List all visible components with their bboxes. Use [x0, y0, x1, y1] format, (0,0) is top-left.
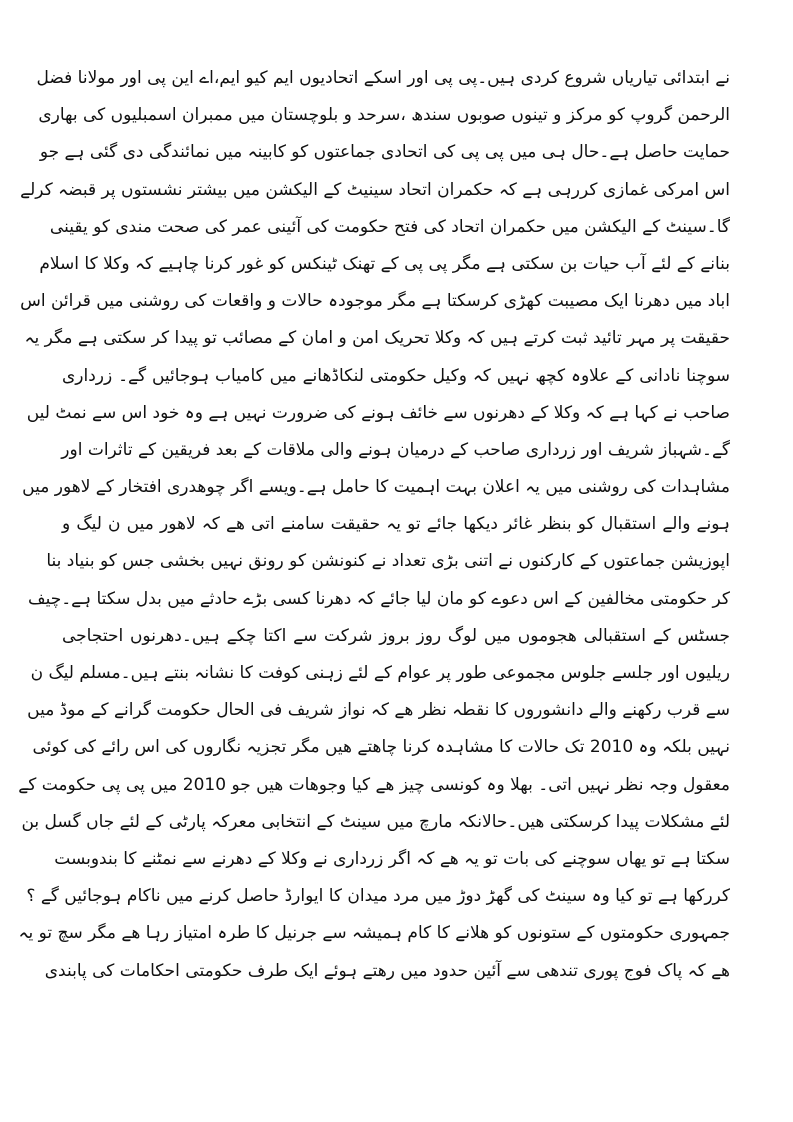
text-line: لئے مشکلات پیدا کرسکتی ھیں۔حالانکہ مارچ میں سینٹ کے انتخابی معرکہ پارٹی کے لئے جاں گسل بن: [21, 811, 730, 832]
text-line: الرحمن گروپ کو مرکز و تینوں صوبوں سندھ ،سرحد و بلوچستان میں ممبران اسمبلیوں کی بھاری: [38, 105, 730, 126]
text-line: معقول وجہ نظر نہیں اتی۔ بھلا وہ کونسی چیز ھے کیا وجوھات ھیں جو 2010 میں پی پی حکومت کے: [18, 774, 730, 795]
text-line: بنانے کے لئے آب حیات بن سکتی ہے مگر پی پی کے تھنک ٹینکس کو غور کرنا چاہیے کہ وکلا کا اسلام: [39, 253, 730, 274]
text-line: جسٹس کے استقبالی ھجوموں میں لوگ روز بروز شرکت سے اکتا چکے ہیں۔دھرنوں احتجاجی: [62, 625, 730, 646]
text-line: حقیقت پر مہر تائید ثبت کرتے ہیں کہ وکلا تحریک امن و امان کے مصائب تو پیدا کر سکتی ہے مگر یہ: [24, 328, 730, 349]
text-line: ہونے والے استقبال کو بنظر غائر دیکھا جائے تو یہ حقیقت سامنے اتی ھے کہ لاھور میں ن لیگ و: [62, 514, 730, 535]
text-line: سے قرب رکھنے والے دانشوروں کا نقطہ نظر ھے کہ نواز شریف فی الحال حکومت گرانے کے موڈ میں: [27, 700, 730, 721]
text-line: جمہوری حکومتوں کے ستونوں کو ھلانے کا کام ہمیشہ سے جرنیل کا طرہ امتیاز رہا ھے مگر سچ تو یہ: [18, 923, 730, 944]
text-line: اباد میں دھرنا ایک مصیبت کھڑی کرسکتا ہے مگر موجودہ حالات و واقعات کی روشنی میں قرائن اس: [20, 291, 730, 312]
text-line: نہیں بلکہ وہ 2010 تک حالات کا مشاہدہ کرنا چاھتے ھیں مگر تجزیہ نگاروں کی اس رائے کی کوئی: [32, 737, 730, 758]
text-line: سکتا ہے تو یھاں سوچنے کی بات تو یہ ھے کہ اگر زرداری نے وکلا کے دھرنے سے نمٹنے کا بندوبست: [54, 848, 730, 869]
text-line: کر حکومتی مخالفین کے اس دعوے کو مان لیا جائے کہ دھرنا کسی بڑے حادثے میں بدل سکتا ہے۔چیف: [27, 588, 730, 609]
text-line: اپوزیشن جماعتوں کے کارکنوں نے اتنی بڑی تعداد نے کنونشن کو رونق نہیں بخشی جس کو بنیاد بنا: [46, 551, 730, 572]
text-line: ریلیوں اور جلسے جلوس مجموعی طور پر عوام کے لئے زہنی کوفت کا نشانہ بنتے ہیں۔مسلم لیگ ن: [30, 663, 730, 683]
text-line: نے ابتدائی تیاریاں شروع کردی ہیں۔پی پی اور اسکے اتحادیوں ایم کیو ایم،اے این پی اور مولانا فضل: [36, 68, 730, 88]
text-line: کررکھا ہے تو کیا وہ سینٹ کی گھڑ دوڑ میں مرد میدان کا ایوارڈ حاصل کرنے میں ناکام ہوجائیں گے ؟: [26, 886, 730, 907]
urdu-text-body: [18, 60, 730, 990]
text-line: اس امرکی غمازی کررہی ہے کہ حکمران اتحاد سینیٹ کے الیکشن میں بیشتر نشستوں پر قبضہ کرلے: [20, 179, 730, 200]
text-line: گے۔شہباز شریف اور زرداری صاحب کے درمیان ہونے والی ملاقات کے بعد فریقین کے تاثرات اور: [61, 439, 730, 460]
text-line: ھے کہ پاک فوج پوری تندھی سے آئین حدود میں رھتے ہوئے ایک طرف حکومتی احکامات کی پابندی: [44, 960, 730, 981]
text-line: مشاہدات کی روشنی میں یہ اعلان بہت اہمیت کا حامل ہے۔ویسے اگر چوھدری افتخار کے لاھور میں: [22, 477, 730, 498]
text-line: حمایت حاصل ہے۔حال ہی میں پی پی کی اتحادی جماعتوں کو کابینہ میں نمائندگی دی گئی ہے جو: [39, 142, 730, 163]
text-line: گا۔سینٹ کے الیکشن میں حکمران اتحاد کی فتح حکومت کی آئینی عمر کی صحت مندی کو یقینی: [49, 216, 730, 237]
text-line: صاحب نے کہا ہے کہ وکلا کے دھرنوں سے خائف ہونے کی ضرورت نہیں ہے وہ خود اس سے نمٹ لیں: [26, 402, 730, 423]
text-line: سوچنا نادانی کے علاوہ کچھ نہیں کہ وکیل حکومتی لنکاڈھانے میں کامیاب ہوجائیں گے۔ زرداری: [62, 365, 730, 386]
